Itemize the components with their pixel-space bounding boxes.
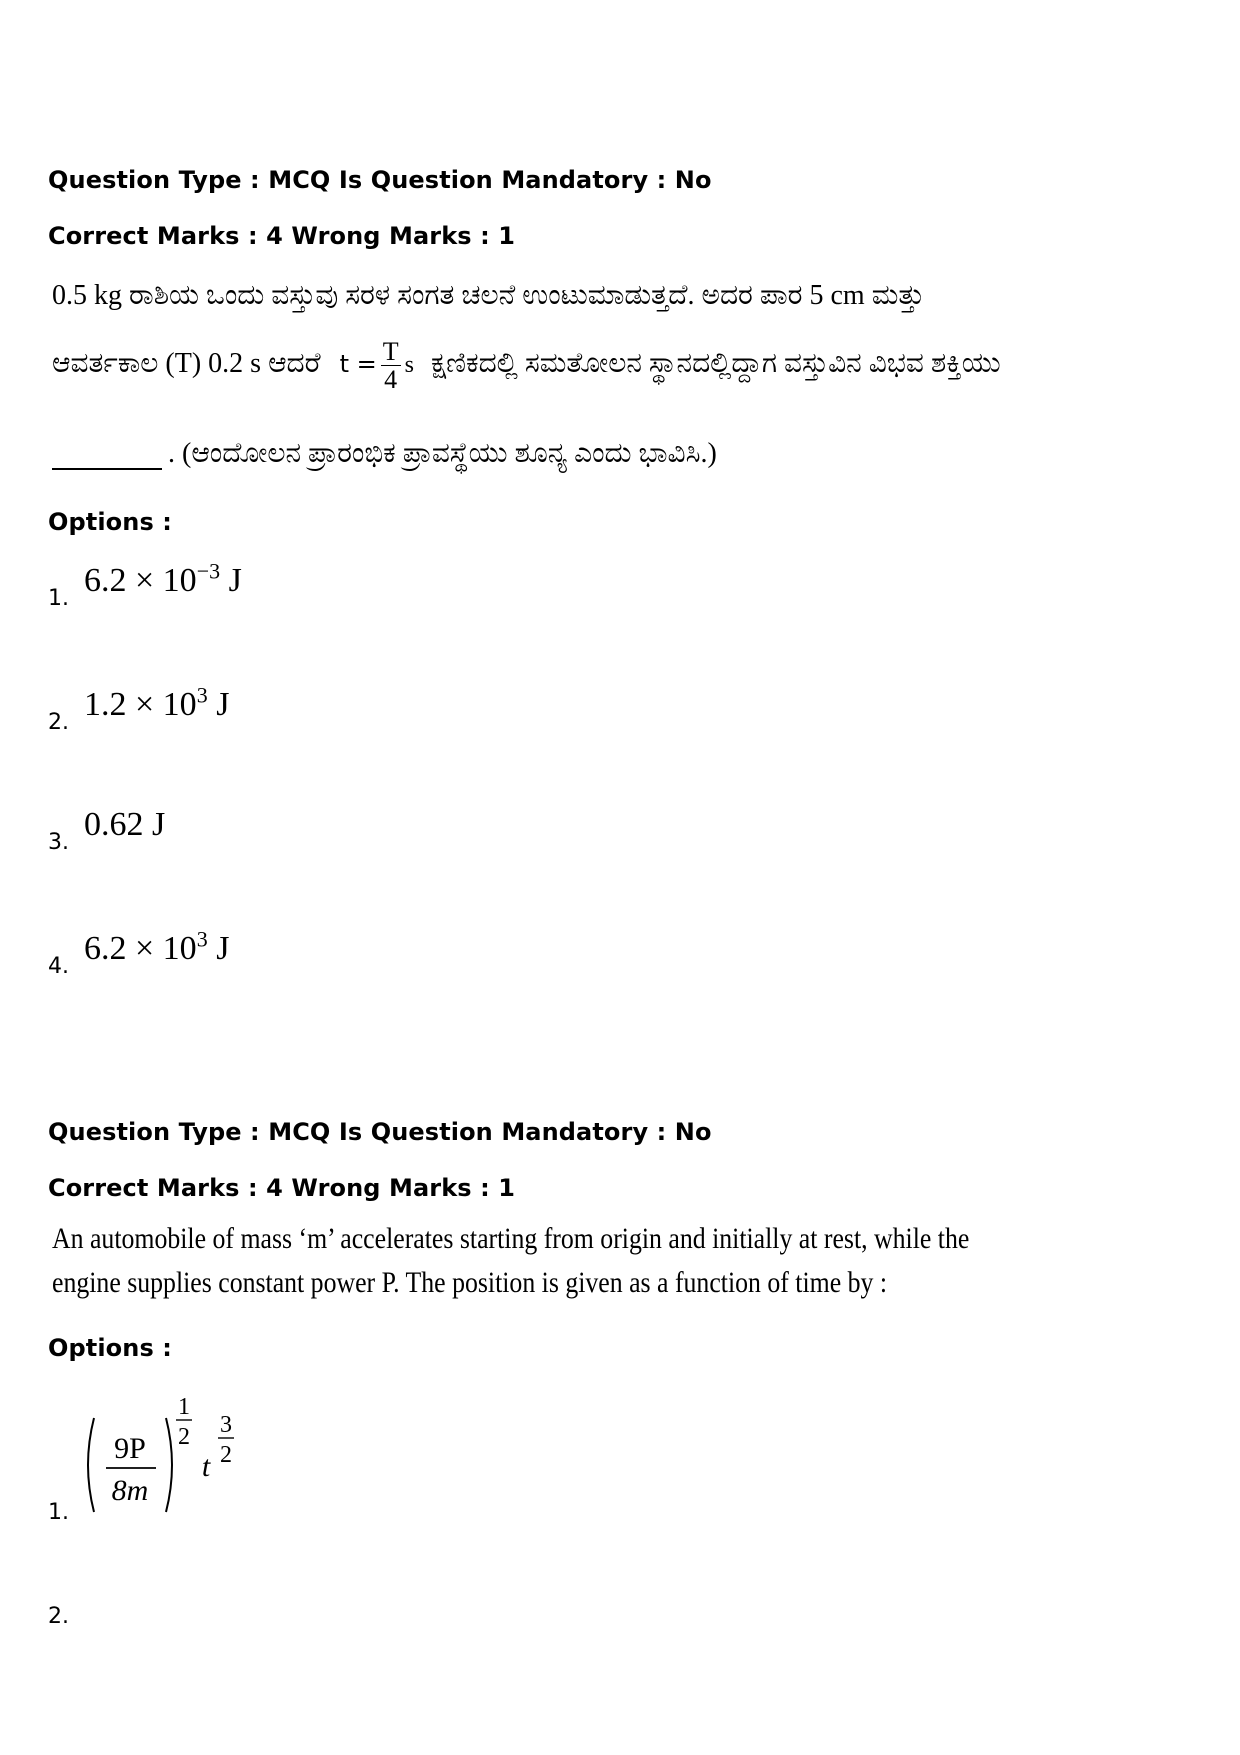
q1-s-unit: s <box>404 352 414 379</box>
q1-marks-line: Correct Marks : 4 Wrong Marks : 1 <box>48 222 516 250</box>
q1-option4-exp: 3 <box>196 926 208 952</box>
q1-option4-unit: J <box>207 930 230 967</box>
q1-text-line3-text: . (ಆಂದೋಲನ ಪ್ರಾರಂಭಿಕ ಪ್ರಾವಸ್ಥೆಯು ಶೂನ್ಯ ಎಂದು ಭಾವಿಸಿ.) <box>168 438 717 469</box>
q2-var-exp-den: 2 <box>220 1442 232 1468</box>
q2-options-label: Options : <box>48 1334 172 1362</box>
q1-option2-exp: 3 <box>196 682 208 708</box>
q1-option2-unit: J <box>207 686 230 723</box>
q2-formula-var: t <box>201 1450 211 1483</box>
q1-text-line2-b: ಕ್ಷಣಿಕದಲ್ಲಿ ಸಮತೋಲನ ಸ್ಥಾನದಲ್ಲಿದ್ದಾಗ ವಸ್ತುವಿನ ವಿಭವ ಶಕ್ತಿಯು <box>430 348 1001 380</box>
q1-text-line3 <box>52 438 717 470</box>
q2-option1-formula <box>80 1390 260 1520</box>
q2-outer-exp-den: 2 <box>178 1424 190 1450</box>
q1-option3-value <box>84 806 165 844</box>
q1-frac-den: 4 <box>384 365 398 395</box>
right-paren <box>166 1418 172 1512</box>
q1-option4-number: 4. <box>48 954 69 979</box>
q2-type-line: Question Type : MCQ Is Question Mandatory : No <box>48 1118 712 1146</box>
q2-outer-exp-num: 1 <box>178 1394 190 1420</box>
q1-text-line2-a: ಆವರ್ತಕಾಲ (T) 0.2 s ಆದರೆ <box>52 348 321 380</box>
q1-option3-base: 0.62 <box>84 806 144 843</box>
q1-option2-value <box>84 682 230 724</box>
q2-formula-den: 8m <box>111 1474 149 1507</box>
q1-option3-unit: J <box>143 806 166 843</box>
q1-answer-blank <box>52 442 162 470</box>
q2-text-line1: An automobile of mass ‘m’ accelerates starting from origin and initially at rest, while the <box>52 1222 970 1255</box>
q2-option2-number: 2. <box>48 1604 69 1629</box>
q1-frac-num: T <box>382 337 399 366</box>
q1-option2-number: 2. <box>48 710 69 735</box>
q1-option1-number: 1. <box>48 586 69 611</box>
q1-option3-number: 3. <box>48 830 69 855</box>
q1-fraction <box>381 338 401 394</box>
q1-option4-value <box>84 926 230 968</box>
q2-option1-number: 1. <box>48 1500 69 1525</box>
q1-type-line: Question Type : MCQ Is Question Mandatory : No <box>48 166 712 194</box>
q1-option4-base: 6.2 × 10 <box>84 930 197 967</box>
q1-t-equals: t = <box>339 350 377 379</box>
q1-option1-value <box>84 558 242 600</box>
left-paren <box>88 1418 94 1512</box>
q2-formula-num: 9P <box>114 1432 146 1465</box>
q1-option1-exp: −3 <box>196 558 221 584</box>
q1-option2-base: 1.2 × 10 <box>84 686 197 723</box>
q1-text-line2 <box>52 338 1001 394</box>
q1-option1-unit: J <box>220 562 242 599</box>
q1-text-line1: 0.5 kg ರಾಶಿಯ ಒಂದು ವಸ್ತುವು ಸರಳ ಸಂಗತ ಚಲನೆ ಉಂಟುಮಾಡುತ್ತದೆ. ಅದರ ಪಾರ 5 cm ಮತ್ತು <box>52 280 925 311</box>
q2-marks-line: Correct Marks : 4 Wrong Marks : 1 <box>48 1174 516 1202</box>
q2-text-line2: engine supplies constant power P. The position is given as a function of time by : <box>52 1266 888 1299</box>
q1-option1-base: 6.2 × 10 <box>84 562 197 599</box>
q2-var-exp-num: 3 <box>220 1412 232 1438</box>
q1-options-label: Options : <box>48 508 172 536</box>
